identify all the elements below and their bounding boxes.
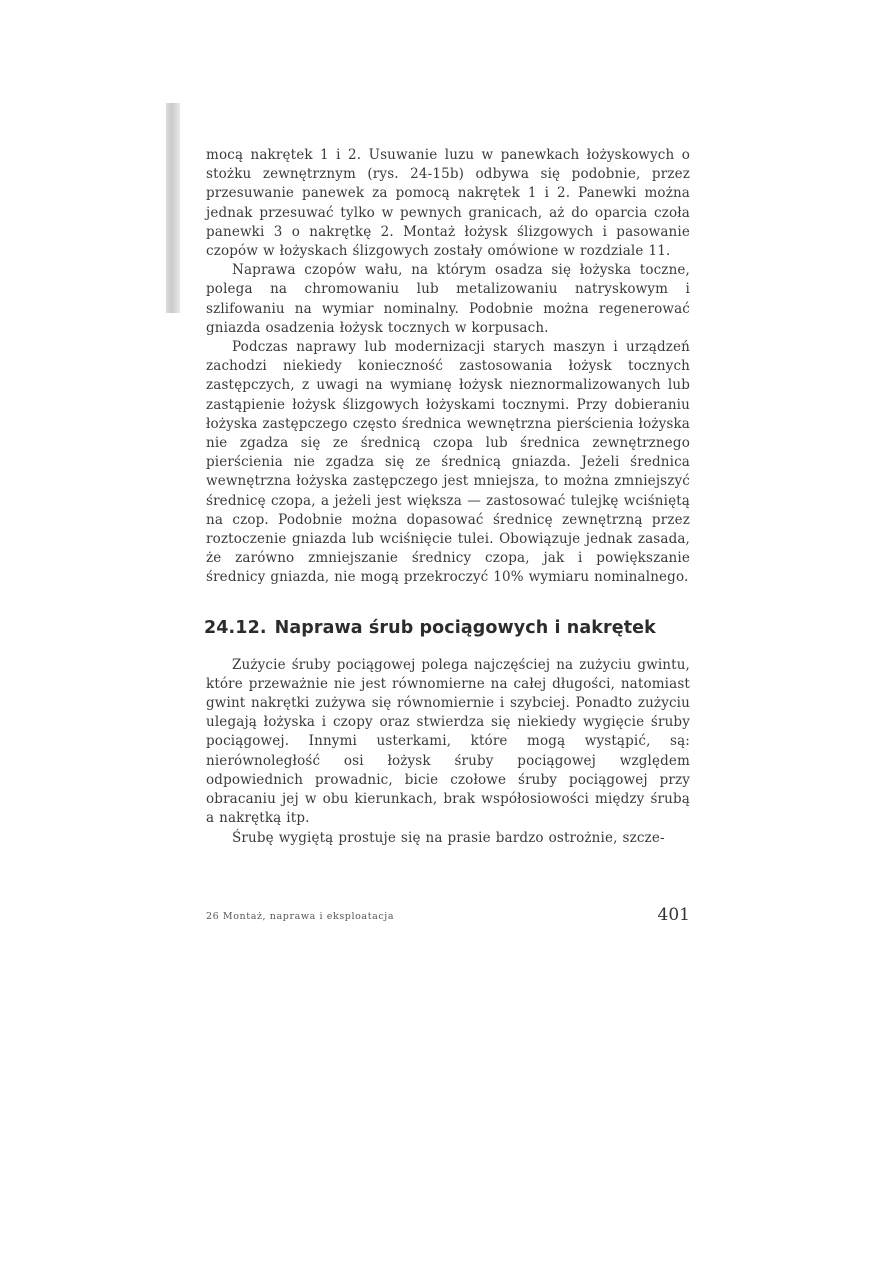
paragraph-replacement-bearings: Podczas naprawy lub modernizacji starych maszyn i urządzeń zachodzi niekiedy konieczność zastosowania łożysk tocznych zastępczych, z uwagi na wymianę łożysk nieznormalizowanych lub zastąpienie łożysk ślizgowych łożyskami tocznymi. Przy dobieraniu łożyska zastępczego często średnica wewnętrzna pierścienia łożyska nie zgadza się ze średnicą czopa lub średnica zewnętrznego pierścienia nie zgadza się ze średnicą gniazda. Jeżeli średnica wewnętrzna łożyska zastępczego jest mniejsza, to można zmniejszyć średnicę czopa, a jeżeli jest większa — zastosować tulejkę wciśniętą na czop. Podobnie można dopasować średnicę zewnętrzną przez roztoczenie gniazda lub wciśnięcie tulei. Obowiązuje jednak zasada, że zarówno zmniejszanie średnicy czopa, jak i powiększanie średnicy gniazda, nie mogą przekroczyć 10% wymiaru nominalnego.: [206, 339, 690, 586]
section-title: Naprawa śrub pociągowych i nakrętek: [274, 617, 656, 638]
document-page: [206, 146, 690, 848]
section-heading: [204, 618, 690, 638]
paragraph-screw-straightening: Śrubę wygiętą prostuje się na prasie bardzo ostrożnie, szcze-: [232, 829, 665, 846]
footer-signature: 26 Montaż, naprawa i eksploatacja: [206, 911, 395, 922]
page-number: 401: [657, 905, 690, 925]
paragraph-journal-repair: Naprawa czopów wału, na którym osadza się łożyska toczne, polega na chromowaniu lub metalizowaniu natryskowym i szlifowaniu na wymiar nominalny. Podobnie można regenerować gniazda osadzenia łożysk tocznych w korpusach.: [206, 262, 690, 336]
scan-shadow-edge: [166, 103, 180, 313]
page-footer: [206, 905, 690, 929]
section-number: 24.12.: [204, 617, 267, 638]
paragraph-continuation: mocą nakrętek 1 i 2. Usuwanie luzu w panewkach łożyskowych o stożku zewnętrznym (rys. 24-15b) odbywa się podobnie, przez przesuwanie panewek za pomocą nakrętek 1 i 2. Panewki można jednak przesuwać tylko w pewnych granicach, aż do oparcia czoła panewki 3 o nakrętkę 2. Montaż łożysk ślizgowych i pasowanie czopów w łożyskach ślizgowych zostały omówione w rozdziale 11.: [206, 147, 690, 260]
paragraph-screw-wear: Zużycie śruby pociągowej polega najczęściej na zużyciu gwintu, które przeważnie nie jest równomierne na całej długości, natomiast gwint nakrętki zużywa się równomiernie i szybciej. Ponadto zużyciu ulegają łożyska i czopy oraz stwierdza się niekiedy wygięcie śruby pociągowej. Innymi usterkami, które mogą wystąpić, są: nierównoległość osi łożysk śruby pociągowej względem odpowiednich prowadnic, bicie czołowe śruby pociągowej przy obracaniu jej w obu kierunkach, brak współosiowości między śrubą a nakrętką itp.: [206, 656, 690, 827]
